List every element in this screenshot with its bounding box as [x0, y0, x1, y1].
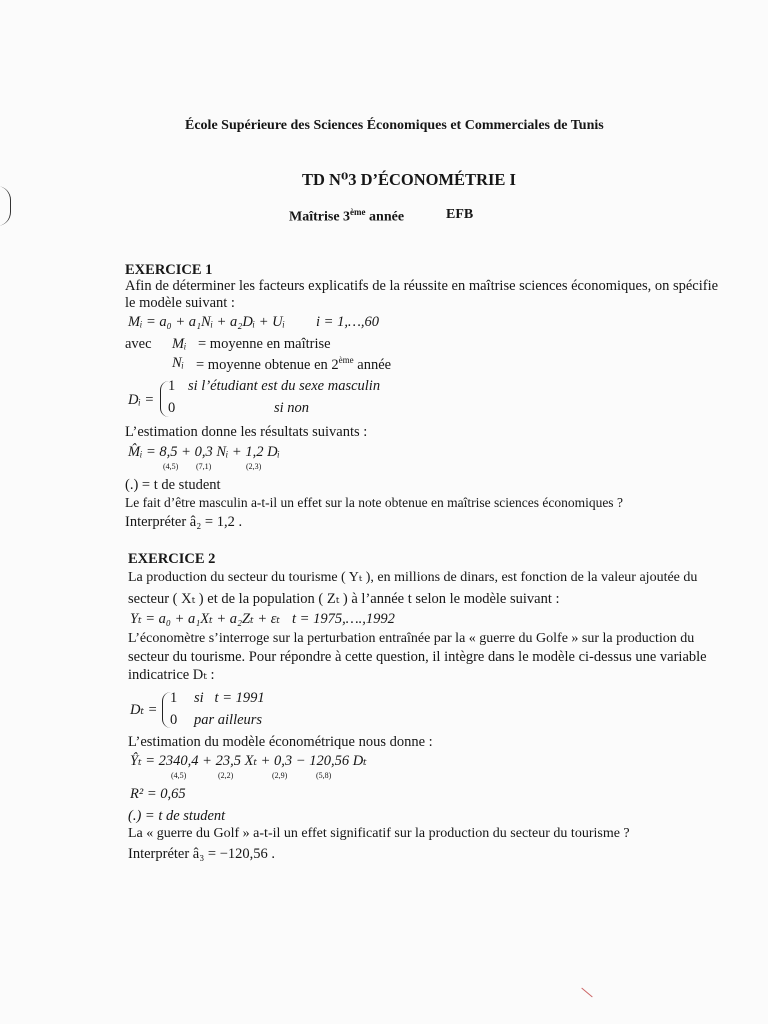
scan-red-mark	[581, 988, 592, 998]
ex2-model: Yₜ = a₀ + a₁Xₜ + a₂Zₜ + εₜ	[130, 611, 281, 627]
ex2-r2: R² = 0,65	[130, 786, 186, 802]
ex1-d-case2-cond: si non	[274, 400, 310, 416]
ex1-model-range: i = 1,…,60	[316, 314, 379, 330]
ex1-avec: avec	[125, 336, 152, 352]
ex1-model: Mᵢ = a₀ + a₁Nᵢ + a₂Dᵢ + Uᵢ	[128, 314, 285, 330]
level-text: Maîtrise 3	[289, 209, 351, 225]
exercise-2-heading: EXERCICE 2	[128, 551, 216, 567]
ex1-d-case1-val: 1	[168, 378, 176, 394]
ex1-m-var: Mᵢ	[172, 336, 187, 352]
ex1-n-def-line	[196, 355, 391, 374]
ex2-tstat-1: (4,5)	[171, 771, 187, 780]
ex2-intro-line2: secteur ( Xₜ ) et de la population ( Zₜ ) à l’année t selon le modèle suivant :	[128, 591, 560, 607]
ex2-question-line2: Interpréter â₃ = −120,56 .	[128, 846, 276, 862]
ex1-intro-line2: le modèle suivant :	[125, 295, 235, 311]
ex2-model-range: t = 1975,….,1992	[292, 611, 395, 627]
ex2-d-case1-cond: si t = 1991	[194, 690, 265, 706]
ex2-d-case1-val: 1	[170, 690, 178, 706]
ex1-t-note: (.) = t de student	[125, 477, 221, 493]
ex1-d-case2-val: 0	[168, 400, 176, 416]
ex2-tstat-4: (5,8)	[316, 771, 332, 780]
ex1-estimation-intro: L’estimation donne les résultats suivants :	[125, 424, 368, 440]
ex1-question-line1: Le fait d’être masculin a-t-il un effet sur la note obtenue en maîtrise sciences économiques ?	[125, 495, 623, 510]
ex2-tstat-2: (2,2)	[218, 771, 234, 780]
page-title: TD N⁰3 D’ÉCONOMÉTRIE I	[302, 170, 516, 189]
scan-edge-mark	[0, 186, 11, 226]
ex1-n-def-sup: ème	[338, 355, 354, 365]
ex1-tstat-3: (2,3)	[246, 462, 262, 471]
ex2-text-line3: indicatrice Dₜ :	[128, 667, 215, 683]
ex1-n-var: Nᵢ	[172, 355, 184, 371]
ex1-d-case1-cond: si l’étudiant est du sexe masculin	[188, 378, 381, 394]
ex1-tstat-1: (4,5)	[163, 462, 179, 471]
school-name: École Supérieure des Sciences Économiques et Commerciales de Tunis	[185, 118, 604, 133]
ex2-d-case2-val: 0	[170, 712, 178, 728]
ex1-n-def-end: année	[353, 356, 392, 373]
level-rest: année	[365, 209, 405, 225]
ex2-text-line2: secteur du tourisme. Pour répondre à cette question, il intègre dans le modèle ci-dessus une variable	[128, 649, 707, 665]
ex2-intro-line1: La production du secteur du tourisme ( Yₜ ), en millions de dinars, est fonction de la valeur ajoutée du	[128, 570, 698, 585]
ex1-intro-line1: Afin de déterminer les facteurs explicatifs de la réussite en maîtrise sciences économiques, on spécifie	[125, 278, 719, 294]
ex2-t-note: (.) = t de student	[128, 808, 226, 824]
track: EFB	[446, 207, 474, 222]
ex1-n-def: = moyenne obtenue en 2	[196, 356, 339, 373]
exercise-1-heading: EXERCICE 1	[125, 262, 213, 278]
ex1-d-var: Dᵢ =	[128, 392, 155, 408]
ex2-tstat-3: (2,9)	[272, 771, 288, 780]
ex2-text-line1: L’économètre s’interroge sur la perturbation entraînée par la « guerre du Golfe » sur la production du	[128, 631, 695, 646]
ex2-question-line1: La « guerre du Golf » a-t-il un effet significatif sur la production du secteur du tourisme ?	[128, 826, 630, 841]
ex1-tstat-2: (7,1)	[196, 462, 212, 471]
ex2-d-case2-cond: par ailleurs	[194, 712, 263, 728]
ex2-estimation-intro: L’estimation du modèle économétrique nous donne :	[128, 734, 433, 750]
level-line	[289, 207, 404, 226]
ex2-d-var: Dₜ =	[130, 702, 158, 718]
ex1-estimation: M̂ᵢ = 8,5 + 0,3 Nᵢ + 1,2 Dᵢ	[128, 444, 280, 460]
level-sup: ème	[350, 207, 366, 217]
ex1-question-line2: Interpréter â₂ = 1,2 .	[125, 514, 243, 530]
ex2-estimation: Ŷₜ = 2340,4 + 23,5 Xₜ + 0,3 − 120,56 Dₜ	[130, 753, 367, 769]
ex1-m-def: = moyenne en maîtrise	[198, 336, 331, 352]
